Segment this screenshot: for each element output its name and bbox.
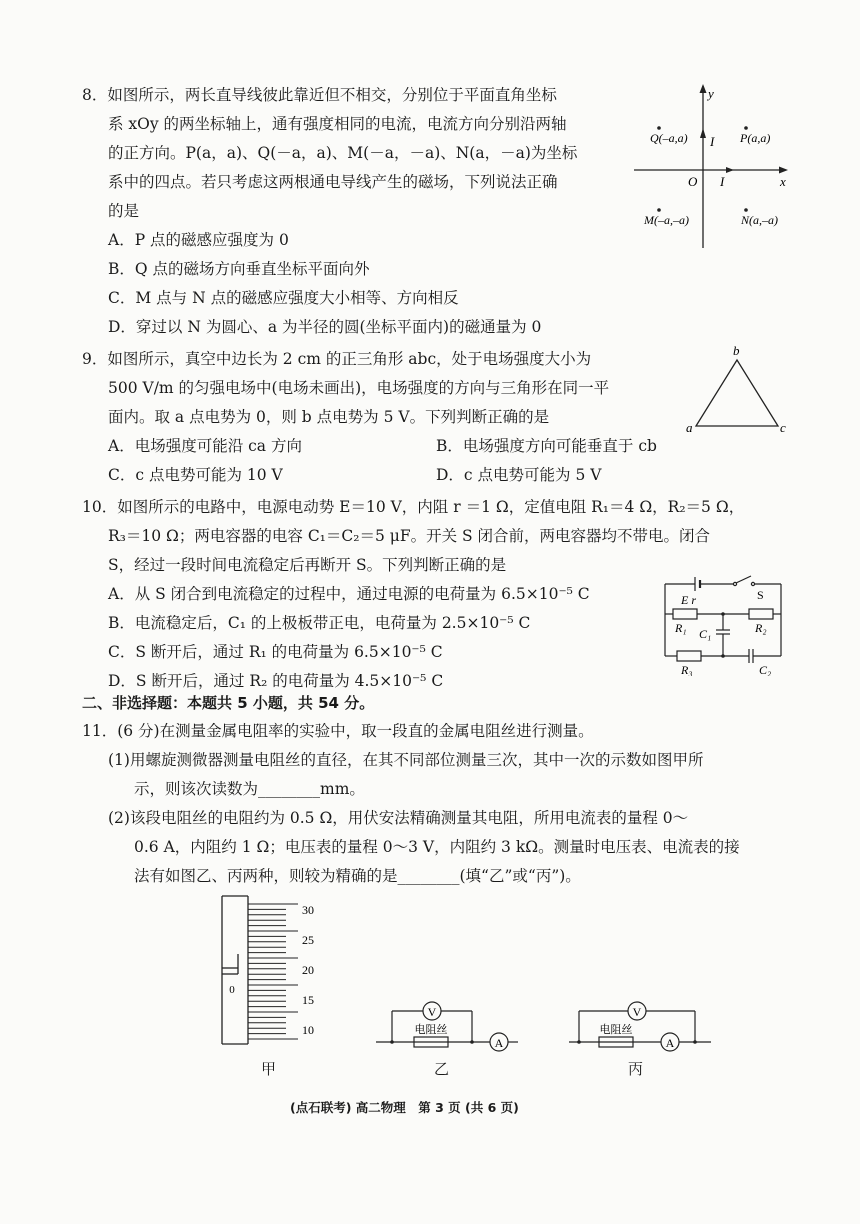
q9-option-a: A．电场强度可能沿 ca 方向 (108, 437, 302, 455)
point-p-label: P(a,a) (740, 131, 771, 145)
ammeter-bing-label: A (665, 1036, 675, 1050)
point-q-label: Q(–a,a) (650, 131, 688, 145)
circuit-bing-figure (565, 994, 715, 1056)
micrometer-figure (210, 890, 330, 1050)
q10-line-3: S，经过一段时间电流稳定后再断开 S。下列判断正确的是 (108, 556, 507, 574)
q8-line-5: 的是 (108, 202, 140, 220)
q10-line-1: 10．如图所示的电路中，电源电动势 E＝10 V，内阻 r ＝1 Ω，定值电阻 R₁＝4 Ω，R₂＝5 Ω， (82, 498, 745, 516)
point-m-label: M(–a,–a) (644, 213, 689, 227)
q11-line-5: 0.6 A，内阻约 1 Ω；电压表的量程 0～3 V，内阻约 3 kΩ。测量时电压表、电流表的接 (134, 838, 740, 856)
q8-line-2: 系 xOy 的两坐标轴上，通有强度相同的电流，电流方向分别沿两轴 (108, 115, 567, 133)
q8-option-b: B．Q 点的磁场方向垂直坐标平面向外 (108, 260, 370, 278)
micrometer-tick-20: 20 (302, 963, 314, 977)
q10-line-2: R₃＝10 Ω；两电容器的电容 C₁＝C₂＝5 μF。开关 S 闭合前，两电容器均不带电。闭合 (108, 527, 711, 545)
q8-line-4: 系中的四点。若只考虑这两根通电导线产生的磁场，下列说法正确 (108, 173, 558, 191)
x-axis-label: x (780, 174, 786, 189)
q8-option-d: D．穿过以 N 为圆心、a 为半径的圆(坐标平面内)的磁通量为 0 (108, 318, 542, 336)
q9-option-d: D．c 点电势可能为 5 V (436, 466, 602, 484)
q9-line-3: 面内。取 a 点电势为 0，则 b 点电势为 5 V。下列判断正确的是 (108, 408, 550, 426)
q8-option-a: A．P 点的磁感应强度为 0 (108, 231, 289, 249)
r2-label: R₂ (755, 621, 767, 635)
section-2-heading: 二、非选择题：本题共 5 小题，共 54 分。 (82, 694, 375, 712)
micrometer-tick-15: 15 (302, 993, 314, 1007)
q8-line-1: 8．如图所示，两长直导线彼此靠近但不相交，分别位于平面直角坐标 (82, 86, 557, 104)
figure-jia-caption: 甲 (261, 1060, 277, 1078)
y-axis-label: y (708, 86, 714, 101)
q9-line-2: 500 V/m 的匀强电场中(电场未画出)，电场强度的方向与三角形在同一平 (108, 379, 610, 397)
current-y-label: I (710, 134, 715, 149)
vertex-a-label: a (686, 420, 693, 435)
micrometer-tick-30: 30 (302, 903, 314, 917)
switch-s-label: S (757, 588, 764, 602)
q10-circuit-figure (655, 568, 795, 676)
voltmeter-yi-label: V (427, 1005, 437, 1019)
c2-label: C₂ (759, 663, 772, 676)
q9-option-c: C．c 点电势可能为 10 V (108, 466, 283, 484)
micrometer-tick-25: 25 (302, 933, 314, 947)
micrometer-tick-10: 10 (302, 1023, 314, 1037)
q9-option-b: B．电场强度方向可能垂直于 cb (436, 437, 657, 455)
q8-coordinate-figure (630, 80, 790, 250)
q11-line-1: 11．(6 分)在测量金属电阻率的实验中，取一段直的金属电阻丝进行测量。 (82, 722, 594, 740)
wire-yi-label: 电阻丝 (414, 1024, 448, 1036)
vertex-c-label: c (780, 420, 786, 435)
wire-bing-label: 电阻丝 (599, 1024, 633, 1036)
point-n-label: N(a,–a) (741, 213, 778, 227)
q11-line-6: 法有如图乙、丙两种，则较为精确的是________(填“乙”或“丙”)。 (134, 867, 581, 885)
q11-line-4: (2)该段电阻丝的电阻约为 0.5 Ω，用伏安法精确测量其电阻，所用电流表的量程 0～ (108, 809, 689, 827)
circuit-yi-figure (372, 994, 522, 1056)
source-er-label: E r (681, 593, 696, 607)
q9-triangle-figure (684, 340, 794, 440)
voltmeter-bing-label: V (632, 1005, 642, 1019)
vertex-b-label: b (733, 343, 740, 358)
q10-option-c: C．S 断开后，通过 R₁ 的电荷量为 6.5×10⁻⁵ C (108, 643, 443, 661)
current-x-label: I (720, 174, 725, 189)
q8-option-c: C．M 点与 N 点的磁感应强度大小相等、方向相反 (108, 289, 459, 307)
figure-bing-caption: 丙 (628, 1060, 644, 1078)
q8-line-3: 的正方向。P(a，a)、Q(－a，a)、M(－a，－a)、N(a，－a)为坐标 (108, 144, 578, 162)
q11-line-2: (1)用螺旋测微器测量电阻丝的直径，在其不同部位测量三次，其中一次的示数如图甲所 (108, 751, 704, 769)
page-footer: (点石联考) 高二物理 第 3 页 (共 6 页) (290, 1100, 519, 1115)
q10-option-a: A．从 S 闭合到电流稳定的过程中，通过电源的电荷量为 6.5×10⁻⁵ C (108, 585, 590, 603)
origin-label: O (688, 174, 698, 189)
q10-option-d: D．S 断开后，通过 R₂ 的电荷量为 4.5×10⁻⁵ C (108, 672, 444, 690)
q10-option-b: B．电流稳定后，C₁ 的上极板带正电，电荷量为 2.5×10⁻⁵ C (108, 614, 531, 632)
r3-label: R₃ (681, 663, 693, 676)
micrometer-main-zero: 0 (229, 984, 235, 996)
ammeter-yi-label: A (494, 1036, 504, 1050)
q9-line-1: 9．如图所示，真空中边长为 2 cm 的正三角形 abc，处于电场强度大小为 (82, 350, 592, 368)
q11-line-3: 示，则该次读数为________mm。 (134, 780, 365, 798)
figure-yi-caption: 乙 (434, 1060, 450, 1078)
r1-label: R₁ (675, 621, 687, 635)
c1-label: C₁ (699, 627, 712, 641)
